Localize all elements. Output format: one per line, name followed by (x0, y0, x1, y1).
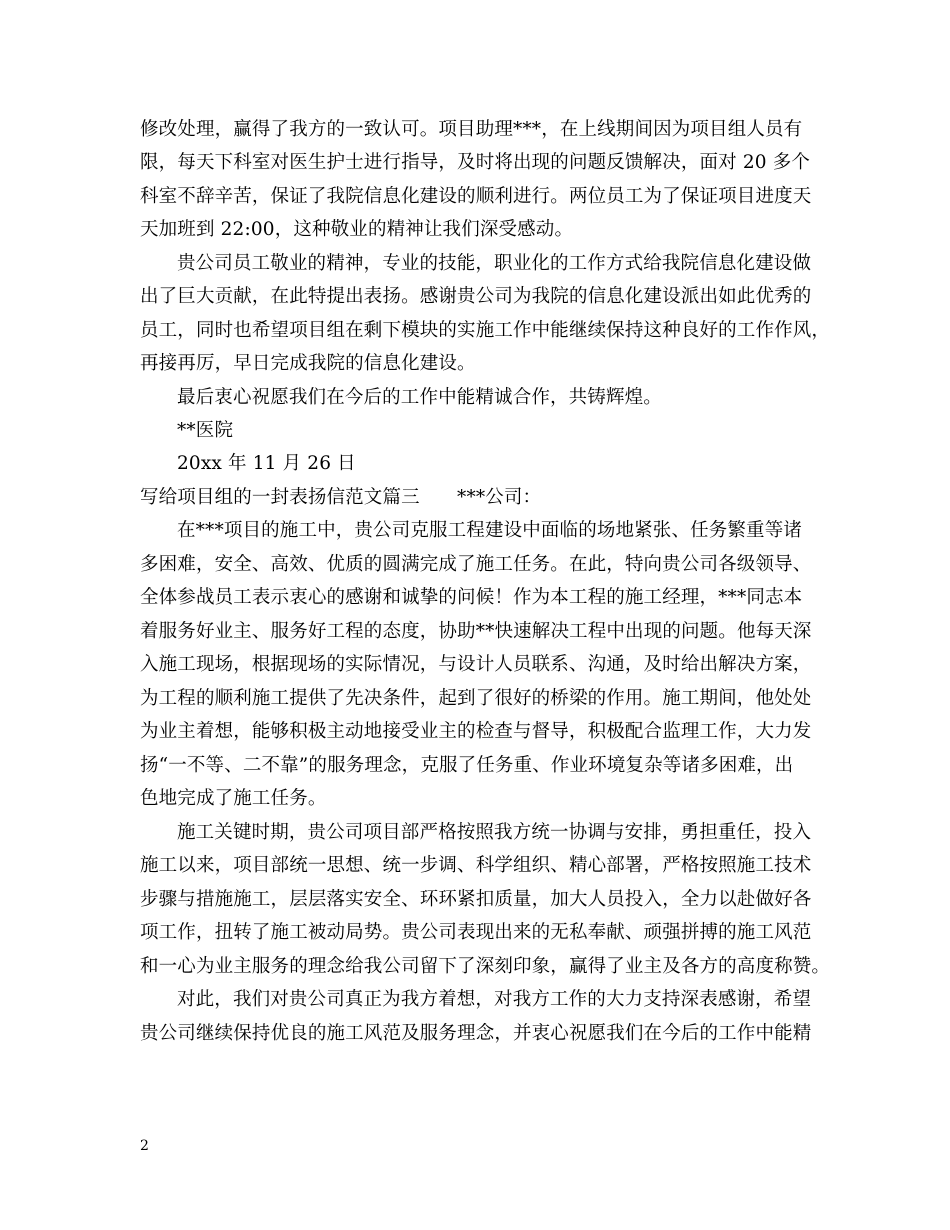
section-heading: 写给项目组的一封表扬信范文篇三 ***公司： (140, 487, 542, 508)
paragraph-first-line: 在***项目的施工中，贵公司克服工程建设中面临的场地紧张、任务繁重等诸 (177, 520, 803, 541)
text-line: 为业主着想，能够积极主动地接受业主的检查与督导，积极配合监理工作，大力发 (140, 721, 812, 742)
text-line: 为工程的顺利施工提供了先决条件，起到了很好的桥梁的作用。施工期间，他处处 (140, 688, 812, 709)
text-line: 扬“一不等、二不靠”的服务理念，克服了任务重、作业环境复杂等诸多困难，出 (140, 755, 794, 776)
text-line: 全体参战员工表示衷心的感谢和诚挚的问候！作为本工程的施工经理，***同志本 (140, 587, 803, 608)
text-line: 科室不辞辛苦，保证了我院信息化建设的顺利进行。两位员工为了保证项目进度天 (140, 186, 812, 207)
text-line: 步骤与措施施工，层层落实安全、环环紧扣质量，加大人员投入，全力以赴做好各 (140, 889, 812, 910)
text-line: 色地完成了施工任务。 (140, 788, 327, 809)
text-line: 施工以来，项目部统一思想、统一步调、科学组织、精心部署，严格按照施工技术 (140, 855, 812, 876)
text-line: 员工，同时也希望项目组在剩下模块的实施工作中能继续保持这种良好的工作作风， (140, 320, 831, 341)
text-line: 入施工现场，根据现场的实际情况，与设计人员联系、沟通，及时给出解决方案， (140, 654, 812, 675)
signature-organization: **医院 (177, 420, 234, 441)
text-line: 着服务好业主、服务好工程的态度，协助**快速解决工程中出现的问题。他每天深 (140, 621, 812, 642)
text-line: 天加班到 22:00，这种敬业的精神让我们深受感动。 (140, 219, 574, 240)
text-line: 修改处理，赢得了我方的一致认可。项目助理***，在上线期间因为项目组人员有 (140, 119, 803, 140)
text-line: 项工作，扭转了施工被动局势。贵公司表现出来的无私奉献、顽强拼搏的施工风范 (140, 922, 812, 943)
paragraph-first-line: 施工关键时期，贵公司项目部严格按照我方统一协调与安排，勇担重任，投入 (177, 822, 812, 843)
paragraph-first-line: 对此，我们对贵公司真正为我方着想，对我方工作的大力支持深表感谢，希望 (177, 989, 812, 1010)
page-number: 2 (140, 1138, 149, 1154)
text-line: 再接再厉，早日完成我院的信息化建设。 (140, 353, 476, 374)
paragraph-first-line: 贵公司员工敬业的精神，专业的技能，职业化的工作方式给我院信息化建设做 (177, 253, 812, 274)
closing-wish: 最后衷心祝愿我们在今后的工作中能精诚合作，共铸辉煌。 (177, 387, 662, 408)
text-line: 多困难，安全、高效、优质的圆满完成了施工任务。在此，特向贵公司各级领导、 (140, 554, 812, 575)
signature-date: 20xx 年 11 月 26 日 (177, 453, 356, 474)
text-line: 出了巨大贡献，在此特提出表扬。感谢贵公司为我院的信息化建设派出如此优秀的 (140, 286, 812, 307)
text-line: 限，每天下科室对医生护士进行指导，及时将出现的问题反馈解决，面对 20 多个 (140, 152, 811, 173)
text-line: 贵公司继续保持优良的施工风范及服务理念，并衷心祝愿我们在今后的工作中能精 (140, 1023, 812, 1044)
text-line: 和一心为业主服务的理念给我公司留下了深刻印象，赢得了业主及各方的高度称赞。 (140, 956, 831, 977)
